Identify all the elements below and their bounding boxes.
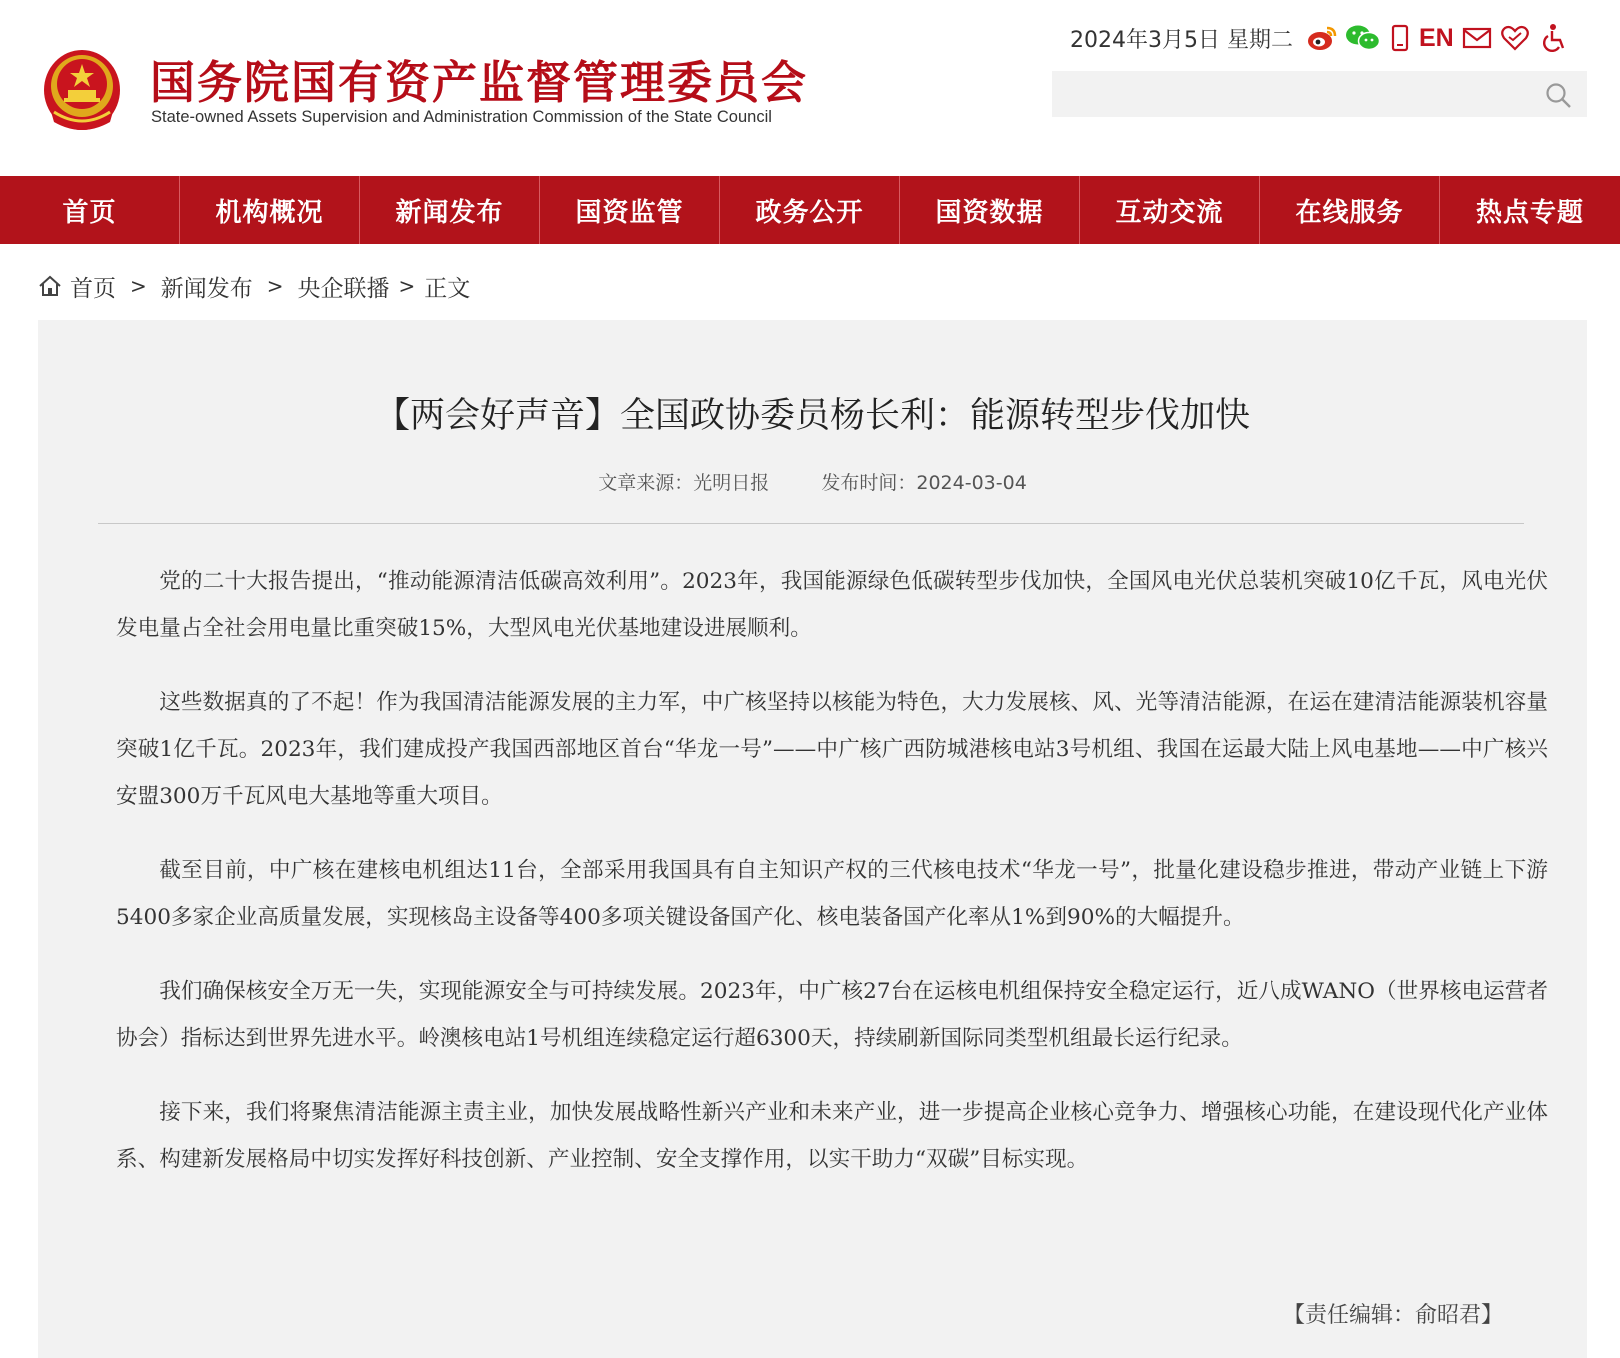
main-nav — [0, 176, 1620, 244]
article-paragraph: 截至目前，中广核在建核电机组达11台，全部采用我国具有自主知识产权的三代核电技术“华龙一号”，批量化建设稳步推进，带动产业链上下游5400多家企业高质量发展，实现核岛主设备等400多项关键设备国产化、核电装备国产化率从1%到90%的大幅提升。 — [116, 858, 1548, 930]
article-paragraph: 党的二十大报告提出，“推动能源清洁低碳高效利用”。2023年，我国能源绿色低碳转型步伐加快，全国风电光伏总装机突破10亿千瓦，风电光伏发电量占全社会用电量比重突破15%，大型风电光伏基地建设进展顺利。 — [116, 569, 1548, 641]
article-paragraph: 我们确保核安全万无一失，实现能源安全与可持续发展。2023年，中广核27台在运核电机组保持安全稳定运行，近八成WANO（世界核电运营者协会）指标达到世界先进水平。岭澳核电站1号机组连续稳定运行超6300天，持续刷新国际同类型机组最长运行纪录。 — [116, 979, 1548, 1051]
nav-item-news[interactable]: 新闻发布 — [360, 176, 540, 244]
weibo-icon[interactable] — [1307, 23, 1337, 53]
nav-item-interaction[interactable]: 互动交流 — [1080, 176, 1260, 244]
article-panel — [38, 320, 1587, 1358]
site-title[interactable]: 国务院国有资产监督管理委员会 — [150, 56, 809, 109]
breadcrumb-current: 正文 — [424, 275, 471, 302]
article-title: 【两会好声音】全国政协委员杨长利：能源转型步伐加快 — [374, 396, 1250, 436]
nav-item-services[interactable]: 在线服务 — [1260, 176, 1440, 244]
home-icon[interactable] — [38, 274, 62, 298]
breadcrumb-news[interactable]: 新闻发布 — [160, 275, 253, 302]
search-input[interactable] — [1052, 71, 1550, 117]
nav-item-home[interactable]: 首页 — [0, 176, 180, 244]
site-header — [0, 0, 1620, 176]
article-paragraph: 这些数据真的了不起！作为我国清洁能源发展的主力军，中广核坚持以核能为特色，大力发展核、风、光等清洁能源，在运在建清洁能源装机容量突破1亿千瓦。2023年，我们建成投产我国西部地区首台“华龙一号”——中广核广西防城港核电站3号机组、我国在运最大陆上风电基地——中广核兴安盟300万千瓦风电大基地等重大项目。 — [116, 690, 1548, 809]
breadcrumb — [38, 268, 470, 304]
publish-label: 发布时间： — [821, 472, 917, 494]
source-label: 文章来源： — [598, 472, 694, 494]
accessibility-icon[interactable] — [1538, 23, 1568, 53]
article-body — [116, 558, 1548, 1210]
mail-icon[interactable] — [1462, 23, 1492, 53]
breadcrumb-home[interactable]: 首页 — [70, 275, 116, 302]
breadcrumb-separator: > — [398, 274, 416, 298]
breadcrumb-separator: > — [266, 274, 284, 298]
nav-item-gov-affairs[interactable]: 政务公开 — [720, 176, 900, 244]
english-link[interactable]: EN — [1418, 23, 1454, 52]
breadcrumb-separator: > — [130, 274, 147, 298]
search-bar — [1052, 71, 1587, 117]
mobile-icon[interactable] — [1389, 23, 1411, 53]
current-date: 2024年3月5日 星期二 — [1070, 27, 1293, 53]
article-paragraph: 接下来，我们将聚焦清洁能源主责主业，加快发展战略性新兴产业和未来产业，进一步提高企业核心竞争力、增强核心功能，在建设现代化产业体系、构建新发展格局中切实发挥好科技创新、产业控制、安全支撑作用，以实干助力“双碳”目标实现。 — [116, 1100, 1548, 1172]
nav-item-data[interactable]: 国资数据 — [900, 176, 1080, 244]
nav-item-topics[interactable]: 热点专题 — [1475, 197, 1584, 228]
responsible-editor: 【责任编辑：俞昭君】 — [1282, 1303, 1503, 1328]
breadcrumb-soe-news[interactable]: 央企联播 — [297, 275, 390, 302]
article-meta — [38, 468, 1587, 495]
publish-date: 2024-03-04 — [916, 472, 1027, 494]
top-utility-bar — [1070, 18, 1576, 58]
wechat-icon[interactable] — [1345, 23, 1381, 53]
nav-item-about[interactable]: 机构概况 — [180, 176, 360, 244]
national-emblem-icon[interactable] — [38, 38, 126, 134]
nav-item-supervision[interactable]: 国资监管 — [540, 176, 720, 244]
search-icon[interactable] — [1543, 80, 1573, 110]
title-divider — [98, 523, 1524, 524]
site-subtitle: State-owned Assets Supervision and Administration Commission of the State Council — [151, 108, 772, 126]
elder-care-icon[interactable] — [1500, 23, 1530, 53]
article-source: 光明日报 — [693, 472, 770, 494]
